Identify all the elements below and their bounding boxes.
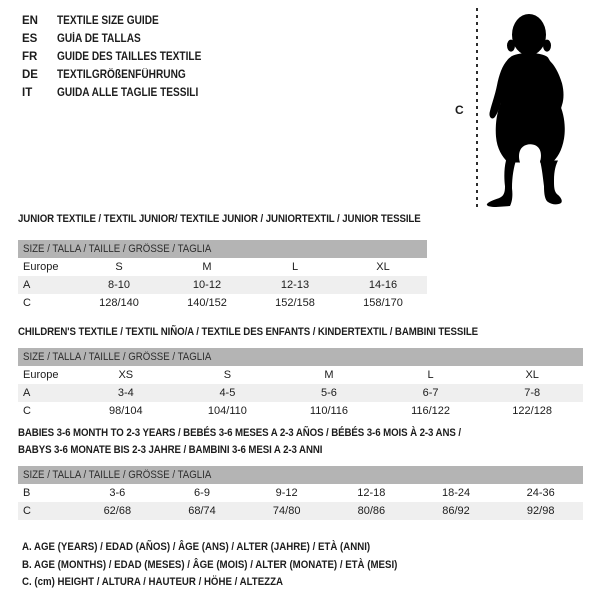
size-table-children	[18, 348, 583, 420]
language-label: TEXTILE SIZE GUIDE	[57, 15, 159, 27]
height-cell: 128/140	[99, 297, 139, 309]
language-code: DE	[22, 69, 38, 81]
size-table-junior	[18, 240, 427, 312]
height-dotted-line	[476, 8, 478, 210]
height-cell: 116/122	[411, 405, 451, 417]
language-row-es	[22, 30, 221, 48]
age-cell: 3-4	[117, 387, 134, 399]
size-cell: XL	[525, 369, 539, 381]
height-cell: 140/152	[187, 297, 227, 309]
row-label: B	[23, 487, 31, 499]
height-cell: 92/98	[526, 505, 555, 517]
table-row-height	[18, 402, 583, 420]
age-cell: 18-24	[441, 487, 471, 499]
table-title-line	[18, 425, 521, 442]
row-label: Europe	[23, 261, 59, 273]
table-row-age-months	[18, 484, 583, 502]
age-cell: 9-12	[275, 487, 298, 499]
size-cell: L	[427, 369, 434, 381]
size-header-text: SIZE / TALLA / TAILLE / GRÖSSE / TAGLIA	[23, 351, 212, 363]
table-title-text: CHILDREN'S TEXTILE / TEXTIL NIÑO/A / TEXTILE DES ENFANTS / KINDERTEXTIL / BAMBINI TESSILE	[18, 326, 479, 338]
size-header-text: SIZE / TALLA / TAILLE / GRÖSSE / TAGLIA	[23, 469, 212, 481]
table-row-height	[18, 294, 427, 312]
size-cell: XS	[118, 369, 134, 381]
footnote-text: B. AGE (MONTHS) / EDAD (MESES) / ÂGE (MOIS) / ALTER (MONATE) / ETÀ (MESI)	[22, 558, 398, 571]
height-cell: 62/68	[103, 505, 132, 517]
height-cell: 104/110	[207, 405, 247, 417]
row-label: C	[23, 297, 31, 309]
footnote-age-months	[22, 557, 449, 575]
language-code: EN	[22, 15, 38, 27]
size-cell: L	[291, 261, 299, 273]
table-title-text: BABIES 3-6 MONTH TO 2-3 YEARS / BEBÉS 3-6 MESES A 2-3 AÑOS / BÉBÉS 3-6 MOIS À 2-3 ANS /	[18, 427, 461, 439]
table-title-line	[18, 442, 521, 459]
height-cell: 122/128	[512, 405, 553, 417]
age-cell: 12-13	[280, 279, 310, 291]
size-header-band	[18, 240, 427, 258]
age-cell: 5-6	[321, 387, 337, 399]
language-row-de	[22, 66, 221, 84]
height-cell: 158/170	[363, 297, 403, 309]
size-table-babies	[18, 466, 583, 520]
age-cell: 4-5	[219, 387, 236, 399]
height-cell: 110/116	[309, 405, 349, 417]
language-label: GUIDE DES TAILLES TEXTILE	[57, 51, 202, 63]
age-cell: 12-18	[357, 487, 386, 499]
row-label: Europe	[23, 369, 59, 381]
size-cell: XL	[376, 261, 390, 273]
height-measure-label: C	[455, 103, 464, 117]
table-row-europe	[18, 258, 427, 276]
table-title-text: BABYS 3-6 MONATE BIS 2-3 JAHRE / BAMBINI 3-6 MESI A 2-3 ANNI	[18, 444, 323, 456]
height-cell: 68/74	[188, 505, 216, 517]
age-cell: 6-7	[422, 387, 439, 399]
language-row-fr	[22, 48, 221, 66]
language-header	[22, 12, 221, 102]
age-cell: 7-8	[524, 387, 541, 399]
footnote-height-cm	[22, 574, 449, 592]
table-title-babies	[18, 425, 521, 459]
row-label: C	[23, 405, 31, 417]
size-cell: M	[202, 261, 212, 273]
table-row-age	[18, 384, 583, 402]
row-label: A	[23, 279, 31, 291]
age-cell: 14-16	[368, 279, 398, 291]
language-row-en	[22, 12, 221, 30]
table-title-junior	[18, 211, 476, 228]
size-header-band	[18, 466, 583, 484]
table-title-children	[18, 324, 541, 341]
language-label: TEXTILGRÖßENFÜHRUNG	[57, 69, 186, 81]
age-cell: 10-12	[192, 279, 222, 291]
table-row-height	[18, 502, 583, 520]
table-title-text: JUNIOR TEXTILE / TEXTIL JUNIOR/ TEXTILE JUNIOR / JUNIORTEXTIL / JUNIOR TESSILE	[18, 213, 421, 225]
footnotes	[22, 539, 449, 592]
height-cell: 74/80	[272, 505, 301, 517]
size-header-band	[18, 348, 583, 366]
height-cell: 98/104	[108, 405, 143, 417]
language-label: GUÍA DE TALLAS	[57, 33, 141, 45]
size-cell: S	[115, 261, 123, 273]
age-cell: 3-6	[109, 487, 126, 499]
size-header-text: SIZE / TALLA / TAILLE / GRÖSSE / TAGLIA	[23, 243, 212, 255]
size-cell: S	[223, 369, 232, 381]
footnote-text: A. AGE (YEARS) / EDAD (AÑOS) / ÂGE (ANS) / ALTER (JAHRE) / ETÀ (ANNI)	[22, 541, 371, 553]
age-cell: 24-36	[526, 487, 555, 499]
language-row-it	[22, 84, 221, 102]
toddler-silhouette-icon	[486, 8, 572, 208]
row-label: C	[23, 505, 31, 517]
size-cell: M	[324, 369, 334, 381]
height-cell: 80/86	[357, 505, 386, 517]
footnote-age-years	[22, 539, 449, 557]
table-row-age	[18, 276, 427, 294]
table-row-europe	[18, 366, 583, 384]
age-cell: 6-9	[194, 487, 210, 499]
language-code: FR	[22, 51, 38, 63]
language-code: IT	[22, 87, 33, 99]
language-code: ES	[22, 33, 38, 45]
age-cell: 8-10	[107, 279, 131, 291]
row-label: A	[23, 387, 31, 399]
footnote-text: C. (cm) HEIGHT / ALTURA / HAUTEUR / HÖHE / ALTEZZA	[22, 576, 284, 588]
language-label: GUIDA ALLE TAGLIE TESSILI	[57, 87, 199, 99]
height-cell: 152/158	[275, 297, 315, 309]
height-cell: 86/92	[442, 505, 470, 517]
